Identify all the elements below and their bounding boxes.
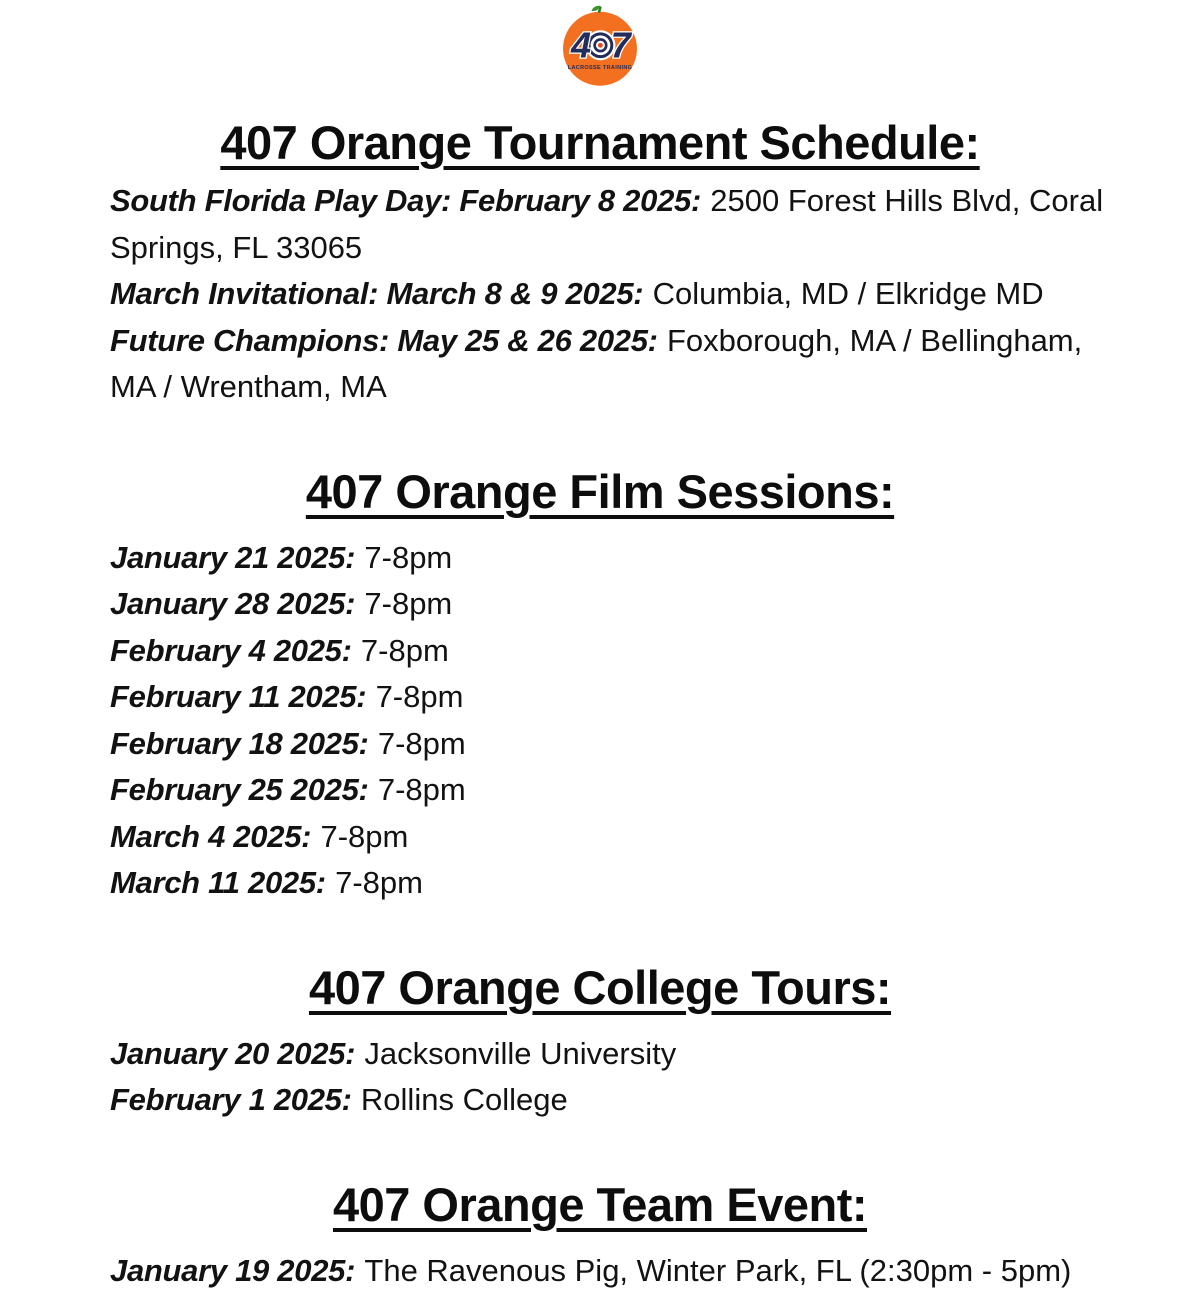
item-value: 7-8pm [335,865,423,901]
film-session-item [110,767,1130,814]
item-label: February 1 2025: [110,1082,352,1118]
item-value: Rollins College [360,1082,568,1118]
film-session-item [110,721,1130,768]
item-label: Future Champions: May 25 & 26 2025: [110,322,658,358]
item-value: Jacksonville University [364,1035,677,1071]
logo-digit-7: 7 [610,24,631,66]
logo-digit-4: 4 [571,24,592,66]
item-label: February 11 2025: [110,679,367,715]
section-title-film-sessions: 407 Orange Film Sessions: [305,464,895,518]
item-label: January 20 2025: [110,1035,356,1071]
item-value: The Ravenous Pig, Winter Park, FL (2:30pm - 5pm) [364,1252,1072,1288]
film-session-item [110,535,1130,582]
item-value: Foxborough, MA / Bellingham, MA / Wrentham, MA [110,322,1083,405]
item-value: Columbia, MD / Elkridge MD [652,276,1044,312]
tournament-item [110,271,1130,318]
item-value: 2500 Forest Hills Blvd, Coral Springs, FL 33065 [110,183,1104,265]
section-title-team-event: 407 Orange Team Event: [332,1177,868,1231]
college-tour-item [110,1031,1130,1078]
logo-tagline: LACROSSE TRAINING [567,64,633,71]
item-label: March 11 2025: [110,865,326,901]
item-value: 7-8pm [320,818,409,854]
item-label: March Invitational: March 8 & 9 2025: [110,276,644,312]
film-session-item [110,814,1130,861]
item-value: 7-8pm [377,725,466,761]
logo-407-graphic [557,4,643,90]
team-event-item [110,1248,1130,1295]
section-title-college-tours: 407 Orange College Tours: [308,960,892,1014]
item-label: January 19 2025: [110,1252,356,1288]
item-label: January 28 2025: [110,586,356,622]
item-value: 7-8pm [377,772,466,808]
item-label: March 4 2025: [110,818,312,854]
film-session-item [110,860,1130,907]
item-value: 7-8pm [360,632,449,668]
item-label: January 21 2025: [110,539,356,575]
item-label: February 25 2025: [110,772,369,808]
film-session-item [110,628,1130,675]
item-label: February 4 2025: [110,632,352,668]
logo-407-lacrosse-training [0,0,1200,90]
item-label: February 18 2025: [110,725,369,761]
tournament-item [110,178,1130,271]
section-title-tournament-schedule: 407 Orange Tournament Schedule: [220,116,980,169]
item-value: 7-8pm [364,586,453,622]
film-session-item [110,581,1130,628]
item-value: 7-8pm [364,539,453,575]
college-tour-item [110,1077,1130,1124]
tournament-item [110,318,1130,411]
item-value: 7-8pm [375,679,464,715]
film-session-item [110,674,1130,721]
item-label: South Florida Play Day: February 8 2025: [110,183,701,219]
